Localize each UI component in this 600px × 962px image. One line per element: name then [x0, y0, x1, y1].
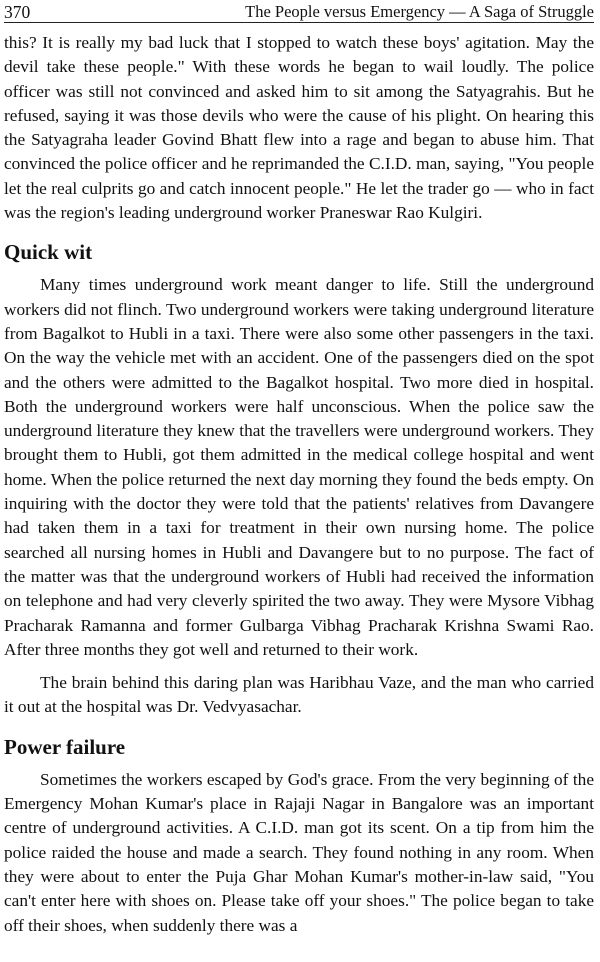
page-header	[4, 0, 594, 23]
section-heading-quick-wit: Quick wit	[4, 240, 93, 265]
page-body	[4, 23, 594, 938]
running-title: The People versus Emergency — A Saga of Struggle	[245, 2, 594, 21]
page-number: 370	[4, 2, 31, 22]
paragraph: Sometimes the workers escaped by God's grace. From the very beginning of the Emergency Mohan Kumar's place in Rajaji Nagar in Bangalore was an important centre of underground activities. A C.I.D. man got its scent. On a tip from him the police raided the house and made a search. They found nothing in any room. When they were about to enter the Puja Ghar Mohan Kumar's mother-in-law said, "You can't enter here with shoes on. Please take off your shoes." The police began to take off their shoes, when suddenly there was a	[4, 769, 594, 935]
paragraph: Many times underground work meant danger to life. Still the underground workers did not flinch. Two underground workers were taking underground literature from Bagalkot to Hubli in a taxi. There were also some other passengers in the taxi. On the way the vehicle met with an accident. One of the passengers died on the spot and the others were admitted to the Bagalkot hospital. Two more died in hospital. Both the underground workers were half unconscious. When the police saw the underground literature they knew that the travellers were underground workers. They brought them to Hubli, got them admitted in the medical college hospital and went home. When the police returned the next day morning they found the beds empty. On inquiring with the doctor they were told that the patients' relatives from Davangere had taken them in a taxi for treatment in their own nursing home. The police searched all nursing homes in Hubli and Davangere but to no purpose. The fact of the matter was that the underground workers of Hubli had received the information on telephone and had very cleverly spirited the two away. They were Mysore Vibhag Pracharak Ramanna and former Gulbarga Vibhag Pracharak Krishna Swami Rao. After three months they got well and returned to their work.	[4, 275, 594, 659]
paragraph: The brain behind this daring plan was Haribhau Vaze, and the man who carried it out at the hospital was Dr. Vedvyasachar.	[4, 673, 594, 717]
section-heading-power-failure: Power failure	[4, 734, 126, 759]
paragraph-continued: this? It is really my bad luck that I stopped to watch these boys' agitation. May the devil take these people." With these words he began to wail loudly. The police officer was still not convinced and asked him to sit among the Satyagrahis. But he refused, saying it was those devils who were the cause of his plight. On hearing this the Satyagraha leader Govind Bhatt flew into a rage and began to abuse him. That convinced the police officer and he reprimanded the C.I.D. man, saying, "You people let the real culprits go and catch innocent people." He let the trader go — who in fact was the region's leading underground worker Praneswar Rao Kulgiri.	[4, 33, 594, 223]
